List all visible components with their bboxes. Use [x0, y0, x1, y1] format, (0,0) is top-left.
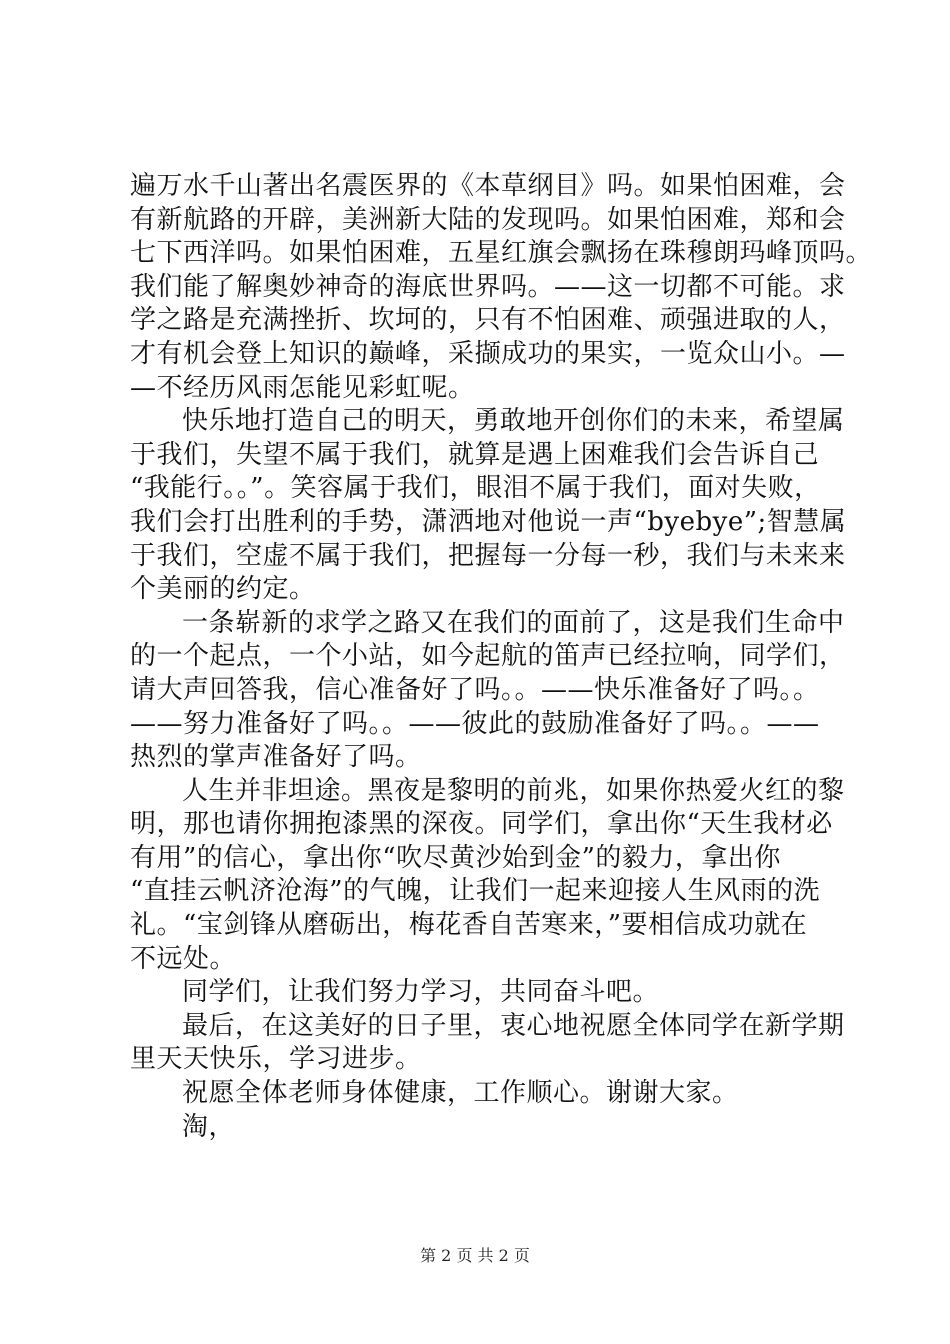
- paragraph: 一条崭新的求学之路又在我们的面前了，这是我们生命中 的一个起点，一个小站，如今起航的笛声已经拉响，同学们， 请大声回答我，信心准备好了吗。。——快乐准备好了吗。。 ——努力准备好了吗。。——彼此的鼓励准备好了吗。。—— 热烈的掌声准备好了吗。: [130, 607, 846, 773]
- paragraph: 淘，: [182, 1111, 236, 1142]
- paragraph: 遍万水千山著出名震医界的《本草纲目》吗。如果怕困难，会 有新航路的开辟，美洲新大陆的发现吗。如果怕困难，郑和会 七下西洋吗。如果怕困难，五星红旗会飘扬在珠穆朗玛峰顶吗。 我们能了解奥妙神奇的海底世界吗。——这一切都不可能。求 学之路是充满挫折、坎坷的，只有不怕困难、顽强进取的人， 才有机会登上知识的巅峰，采撷成功的果实，一览众山小。— —不经历风雨怎能见彩虹呢。: [130, 171, 873, 403]
- paragraph: 最后，在这美好的日子里，衷心地祝愿全体同学在新学期 里天天快乐，学习进步。: [130, 1010, 845, 1075]
- body-text: [130, 170, 873, 1144]
- page-number-footer: 第 2 页 共 2 页: [420, 1246, 530, 1265]
- paragraph: 快乐地打造自己的明天，勇敢地开创你们的未来，希望属 于我们，失望不属于我们，就算是遇上困难我们会告诉自己 “我能行。。”。笑容属于我们，眼泪不属于我们，面对失败， 我们会打出胜利的手势，潇洒地对他说一声“byebye”;智慧属 于我们，空虚不属于我们，把握每一分每一秒，我们与未来来 个美丽的约定。: [130, 406, 847, 605]
- paragraph: 同学们，让我们努力学习，共同奋斗吧。: [182, 977, 660, 1008]
- paragraph: 祝愿全体老师身体健康，工作顺心。谢谢大家。: [182, 1078, 739, 1109]
- paragraph: 人生并非坦途。黑夜是黎明的前兆，如果你热爱火红的黎 明，那也请你拥抱漆黑的深夜。同学们，拿出你“天生我材必 有用”的信心，拿出你“吹尽黄沙始到金”的毅力，拿出你 “直挂云帆济沧海”的气魄，让我们一起来迎接人生风雨的洗 礼。“宝剑锋从磨砺出，梅花香自苦寒来，”要相信成功就在 不远处。: [130, 775, 845, 974]
